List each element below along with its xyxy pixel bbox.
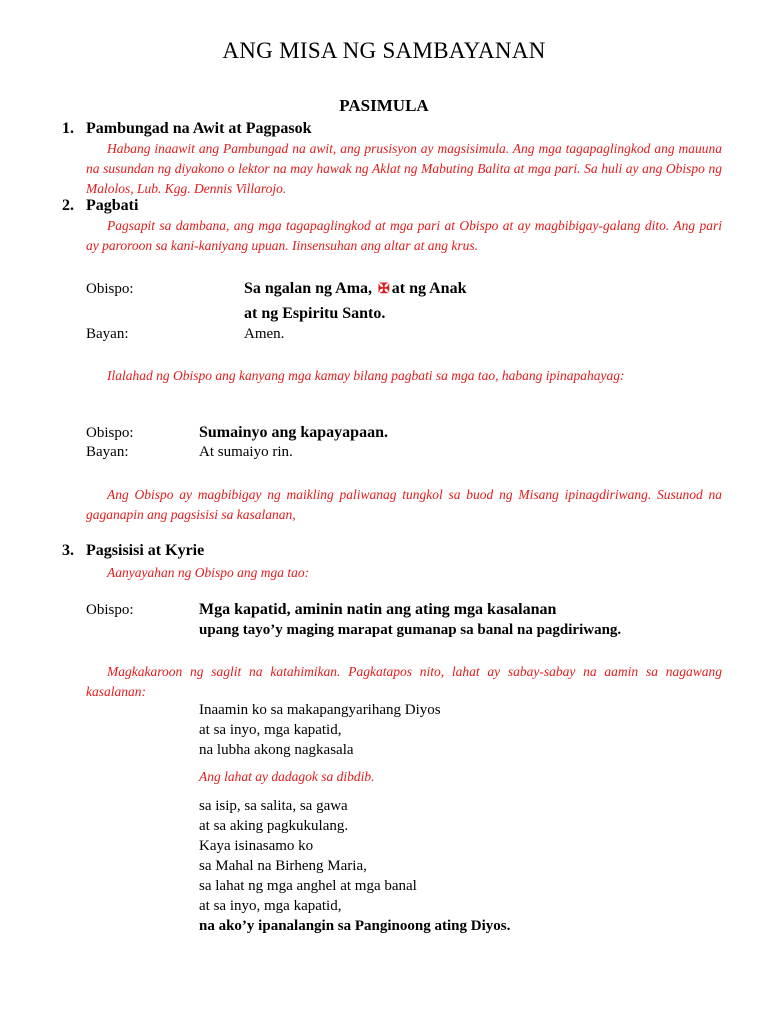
section-number: 1. [62, 120, 74, 137]
speaker-label: Obispo: [86, 281, 134, 297]
prayer-line: sa Mahal na Birheng Maria, [199, 858, 367, 874]
speaker-label: Obispo: [86, 425, 134, 441]
prayer-line: Kaya isinasamo ko [199, 838, 314, 854]
dialogue-line [244, 280, 466, 298]
section-heading-3 [62, 542, 204, 560]
response-line: Amen. [244, 326, 285, 342]
prayer-line: at sa inyo, mga kapatid, [199, 722, 342, 738]
dialogue-line: Sumainyo ang kapayapaan. [199, 424, 388, 441]
dialogue-line: upang tayo’y maging marapat gumanap sa banal na pagdiriwang. [199, 622, 622, 638]
prayer-line: at sa inyo, mga kapatid, [199, 898, 342, 914]
prayer-line: na lubha akong nagkasala [199, 742, 354, 758]
section-number: 3. [62, 542, 74, 559]
prayer-line: sa isip, sa salita, sa gawa [199, 798, 348, 814]
confiteor-part-1 [199, 700, 441, 760]
section-number: 2. [62, 197, 74, 214]
cross-icon: ✠ [378, 282, 390, 297]
section-title: Pagbati [86, 197, 139, 214]
prayer-line: sa lahat ng mga anghel at mga banal [199, 878, 417, 894]
prayer-line-final: na ako’y ipanalangin sa Panginoong ating Diyos. [199, 918, 511, 934]
section-title: Pambungad na Awit at Pagpasok [86, 120, 312, 137]
speaker-label: Obispo: [86, 602, 134, 618]
response-line: At sumaiyo rin. [199, 444, 293, 460]
section-title: Pagsisisi at Kyrie [86, 542, 205, 559]
rubric-strike-breast: Ang lahat ay dadagok sa dibdib. [199, 769, 375, 784]
page-title: ANG MISA NG SAMBAYANAN [222, 38, 546, 63]
rubric-procession: Habang inaawit ang Pambungad na awit, ang prusisyon ay magsisimula. Ang mga tagapaglingkod ang mauuna na susundan ng diyakono o lektor na may hawak ng Aklat ng Mabuting Balita at mga pari. Sa huli ay ang Obispo ng Malolos, Lub. Kgg. Dennis Villarojo. [86, 141, 722, 196]
rubric-silence: Magkakaroon ng saglit na katahimikan. Pagkatapos nito, lahat ay sabay-sabay na aamin sa nagawang kasalanan: [86, 664, 722, 699]
speaker-label: Bayan: [86, 326, 129, 342]
speaker-label: Bayan: [86, 444, 129, 460]
dialogue-line: at ng Espiritu Santo. [244, 305, 386, 322]
rubric-explanation: Ang Obispo ay magbibigay ng maikling paliwanag tungkol sa buod ng Misang ipinagdiriwang. Susunod na gaganapin ang pagsisisi sa kasalanan, [86, 487, 722, 522]
rubric-greeting: Pagsapit sa dambana, ang mga tagapaglingkod at mga pari at Obispo at ay magbibigay-galang dito. Ang pari ay paroroon sa kani-kaniyang upuan. Iinsensuhan ang altar at ang krus. [86, 218, 722, 253]
confiteor-part-2 [199, 796, 510, 936]
dialogue-line: Mga kapatid, aminin natin ang ating mga kasalanan [199, 601, 557, 618]
prayer-line: at sa aking pagkukulang. [199, 818, 349, 834]
sign-of-cross-text: Sa ngalan ng Ama, [244, 280, 373, 297]
rubric-hands: Ilalahad ng Obispo ang kanyang mga kamay bilang pagbati sa mga tao, habang ipinapahayag: [107, 368, 625, 383]
part-heading: PASIMULA [339, 96, 429, 115]
section-heading-1 [62, 120, 312, 138]
section-heading-2 [62, 197, 138, 215]
prayer-line: Inaamin ko sa makapangyarihang Diyos [199, 702, 441, 718]
rubric-invitation: Aanyayahan ng Obispo ang mga tao: [107, 565, 310, 580]
sign-of-cross-text: at ng Anak [391, 280, 467, 297]
